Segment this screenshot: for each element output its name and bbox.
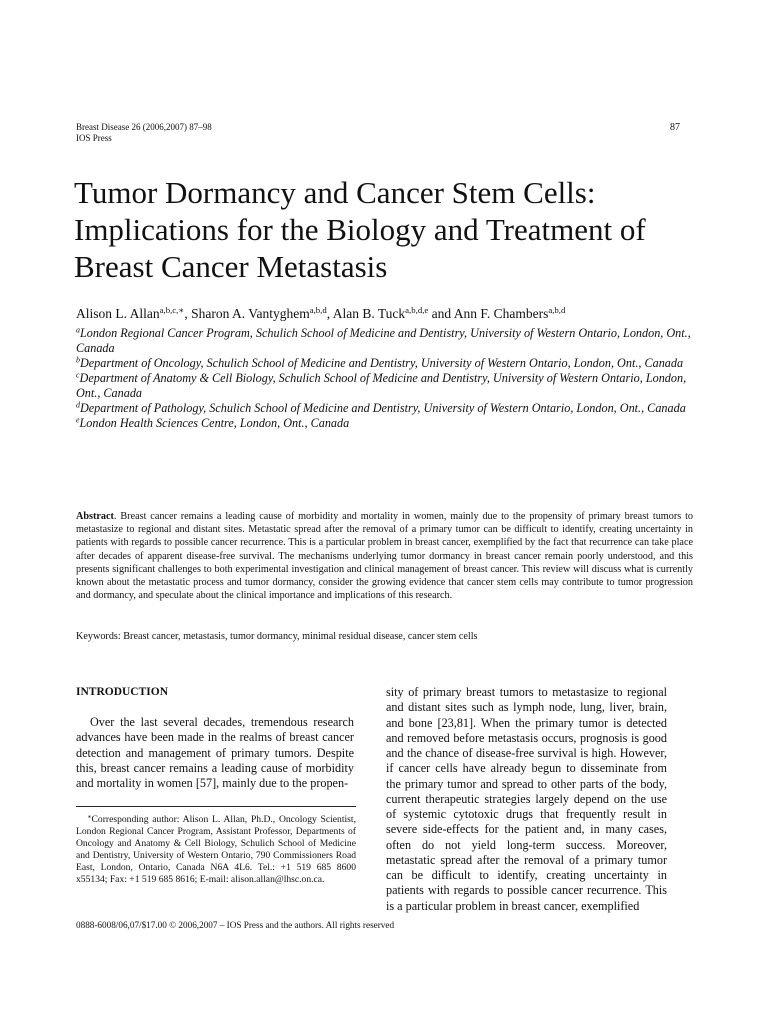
abstract: Abstract. Breast cancer remains a leading cause of morbidity and mortality in women, mainly due to the propensity of primary breast tumors to metastasize to regional and distant sites. Metastatic spread after the removal of a primary tumor can be difficult to identify, creating uncertainty in patients with regards to possible cancer recurrence. This is a particular problem in breast cancer, exemplified by the fact that recurrence can take place after decades of apparent disease-free survival. The mechanisms underlying tumor dormancy in breast cancer remain poorly understood, and this presents significant challenges to both experimental investigation and clinical management of breast cancer. This review will discuss what is currently known about the metastatic process and tumor dormancy, consider the growing evidence that cancer stem cells may contribute to tumor progression and dormancy, and speculate about the clinical importance and implications of this research. [76, 511, 693, 602]
affiliation [76, 326, 696, 356]
title-line: Implications for the Biology and Treatment of [74, 212, 646, 247]
page-number: 87 [670, 122, 680, 133]
footnote-mark: ∗ [87, 813, 92, 821]
paper-title [74, 174, 714, 285]
footnote-text: Corresponding author: Alison L. Allan, Ph.D., Oncology Scientist, London Regional Cancer Program, Assistant Professor, Departments of Oncology and Anatomy & Cell Biology, Schulich School of Medicine and Dentistry, University of Western Ontario, 790 Commissioners Road East, London, Ontario, Canada N6A 4L6. Tel.: +1 519 685 8600 x55134; Fax: +1 519 685 8616; E-mail: alison.allan@lhsc.on.ca. [76, 814, 356, 885]
abstract-label: Abstract [76, 511, 114, 522]
author-list [76, 306, 565, 322]
section-heading: INTRODUCTION [76, 686, 169, 698]
affiliation-mark: e [76, 415, 80, 425]
affiliation-mark: d [76, 400, 80, 410]
publisher-name: IOS Press [76, 133, 112, 143]
author-affiliation-marks: a,b,d [309, 305, 327, 316]
footnote-divider [76, 806, 356, 807]
title-line: Tumor Dormancy and Cancer Stem Cells: [74, 175, 596, 210]
affiliation-text: Department of Pathology, Schulich School of Medicine and Dentistry, University of Western Ontario, London, Ont., Canada [79, 401, 686, 415]
affiliation-mark: c [76, 370, 80, 380]
abstract-text: Breast cancer remains a leading cause of morbidity and mortality in women, mainly due to the propensity of primary breast tumors to metastasize to regional and distant sites. Metastatic spread after the removal of a primary tumor can be difficult to identify, creating uncertainty in patients with regards to possible cancer recurrence. This is a particular problem in breast cancer, exemplified by the fact that recurrence can take place after decades of apparent disease-free survival. The mechanisms underlying tumor dormancy in breast cancer remain poorly understood, and this presents significant challenges to both experimental investigation and clinical management of breast cancer. This review will discuss what is currently known about the metastatic process and tumor dormancy, consider the growing evidence that cancer stem cells may contribute to tumor progression and dormancy, and speculate about the clinical importance and implications of this research. [76, 511, 693, 602]
author-name: Alison L. Allan [76, 306, 160, 321]
affiliation-text: London Regional Cancer Program, Schulich School of Medicine and Dentistry, University of Western Ontario, London, Ont., Canada [76, 326, 691, 355]
affiliation [76, 371, 696, 401]
affiliation-mark: a [76, 325, 80, 335]
corresponding-author-footnote [76, 814, 356, 886]
body-text-left-column: Over the last several decades, tremendous research advances have been made in the realms of breast cancer detection and management of primary tumors. Despite this, breast cancer remains a leading cause of morbidity and mortality in women [57], mainly due to the propen- [76, 715, 354, 791]
title-line: Breast Cancer Metastasis [74, 249, 388, 284]
affiliation [76, 416, 696, 431]
affiliation-text: Department of Anatomy & Cell Biology, Schulich School of Medicine and Dentistry, University of Western Ontario, London, Ont., Canada [76, 371, 687, 400]
author-name: Alan B. Tuck [332, 306, 406, 321]
keywords: Keywords: Breast cancer, metastasis, tumor dormancy, minimal residual disease, cancer stem cells [76, 631, 478, 642]
body-text-right-column: sity of primary breast tumors to metastasize to regional and distant sites such as lymph node, lung, liver, brain, and bone [23,81]. When the primary tumor is detected and removed before metastasis occurs, prognosis is good and the chance of disease-free survival is high. However, if cancer cells have already begun to disseminate from the primary tumor and spread to other parts of the body, current therapeutic strategies largely depend on the use of systemic cytotoxic drugs that frequently result in severe side-effects for the patient and, in many cases, often do not yield long-term success. Moreover, metastatic spread after the removal of a primary tumor can be difficult to identify, creating uncertainty in patients with regards to possible cancer recurrence. This is a particular problem in breast cancer, exemplified [386, 685, 667, 913]
affiliation-text: Department of Oncology, Schulich School of Medicine and Dentistry, University of Western Ontario, London, Ont., Canada [79, 356, 684, 370]
author-affiliation-marks: a,b,c,∗ [159, 305, 185, 316]
author-affiliation-marks: a,b,d [548, 305, 566, 316]
author-name: Sharon A. Vantyghem [191, 306, 310, 321]
affiliation [76, 356, 696, 371]
author-separator: , [184, 306, 192, 321]
affiliation [76, 401, 696, 416]
affiliation-mark: b [76, 355, 80, 365]
affiliation-text: London Health Sciences Centre, London, Ont., Canada [79, 416, 350, 430]
author-affiliation-marks: a,b,d,e [405, 305, 429, 316]
affiliation-list [76, 326, 696, 431]
author-separator: , [326, 306, 333, 321]
journal-citation: Breast Disease 26 (2006,2007) 87–98 [76, 122, 212, 132]
copyright-notice: 0888-6008/06,07/$17.00 © 2006,2007 – IOS Press and the authors. All rights reserved [76, 920, 395, 930]
author-name: Ann F. Chambers [453, 306, 549, 321]
author-separator: and [428, 306, 454, 321]
